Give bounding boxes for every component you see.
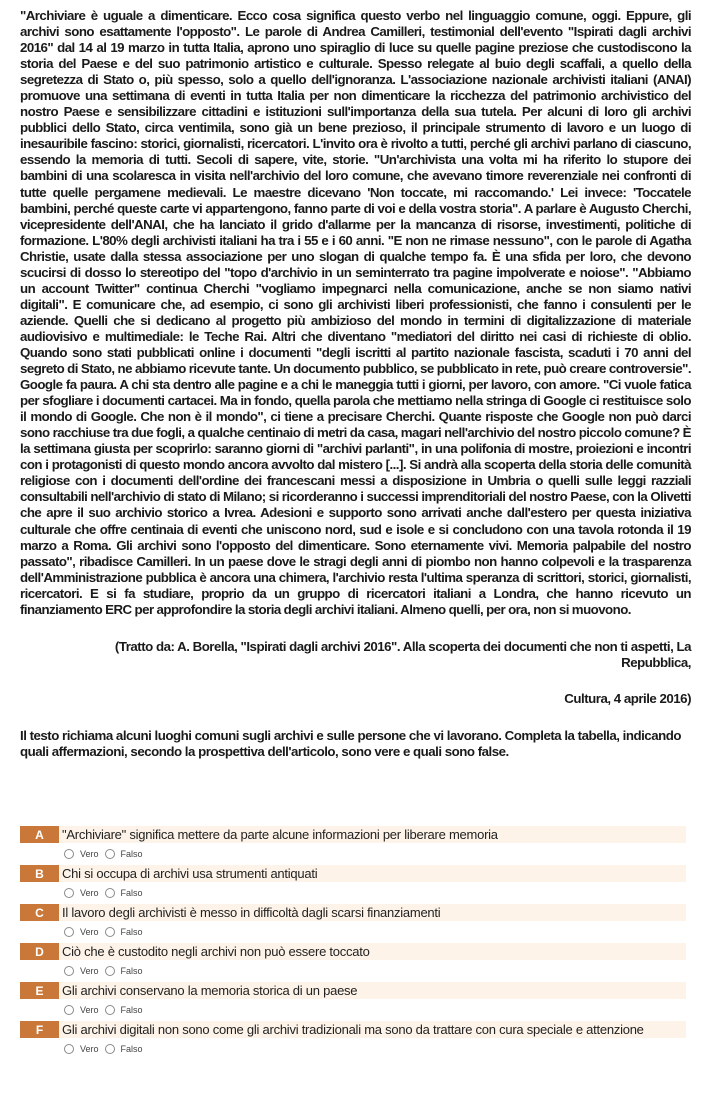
option-vero-label: Vero xyxy=(80,849,99,859)
statement-letter: B xyxy=(20,865,59,882)
option-falso-label: Falso xyxy=(120,1005,143,1015)
radio-vero[interactable] xyxy=(64,849,74,859)
radio-falso[interactable] xyxy=(105,927,115,937)
statement-text: Il lavoro degli archivisti è messo in difficoltà dagli scarsi finanziamenti xyxy=(62,905,441,920)
option-vero[interactable] xyxy=(64,1044,99,1054)
option-vero-label: Vero xyxy=(80,966,99,976)
radio-vero[interactable] xyxy=(64,966,74,976)
option-falso-label: Falso xyxy=(120,888,143,898)
statement-row xyxy=(20,904,686,921)
question-e xyxy=(20,982,686,1021)
radio-vero[interactable] xyxy=(64,1044,74,1054)
statement-text: Chi si occupa di archivi usa strumenti antiquati xyxy=(62,866,318,881)
radio-falso[interactable] xyxy=(105,1044,115,1054)
statement-text: Gli archivi digitali non sono come gli archivi tradizionali ma sono da trattare con cura speciale e attenzione xyxy=(62,1022,644,1037)
answer-options xyxy=(20,843,686,865)
radio-vero[interactable] xyxy=(64,927,74,937)
question-a xyxy=(20,826,686,865)
question-d xyxy=(20,943,686,982)
answer-options xyxy=(20,1038,686,1060)
radio-falso[interactable] xyxy=(105,849,115,859)
option-falso-label: Falso xyxy=(120,849,143,859)
article-source xyxy=(20,639,691,707)
source-publication: Repubblica, xyxy=(621,654,691,670)
question-c xyxy=(20,904,686,943)
true-false-table xyxy=(20,826,686,1060)
radio-vero[interactable] xyxy=(64,888,74,898)
statement-row xyxy=(20,826,686,843)
option-vero[interactable] xyxy=(64,888,99,898)
answer-options xyxy=(20,921,686,943)
statement-letter: D xyxy=(20,943,59,960)
statement-letter: A xyxy=(20,826,59,843)
statement-row xyxy=(20,865,686,882)
option-falso-label: Falso xyxy=(120,1044,143,1054)
question-f xyxy=(20,1021,686,1060)
option-falso[interactable] xyxy=(105,849,143,859)
option-vero-label: Vero xyxy=(80,1005,99,1015)
answer-options xyxy=(20,882,686,904)
statement-text: "Archiviare" significa mettere da parte alcune informazioni per liberare memoria xyxy=(62,827,498,842)
statement-row xyxy=(20,943,686,960)
option-vero-label: Vero xyxy=(80,927,99,937)
article-passage: "Archiviare è uguale a dimenticare. Ecco cosa significa questo verbo nel linguaggio comune, oggi. Eppure, gli archivi sono esattamente l'opposto". Le parole di Andrea Camilleri, testimonial dell'evento "Ispirati dagli archivi 2016" dal 14 al 19 marzo in tutta Italia, aprono uno spiraglio di luce su quelle pagine preziose che custodiscono la storia del Paese e del suo patrimonio artistico e culturale. Spesso relegate al buio degli scaffali, a quello della segretezza di Stato o, più spesso, solo a quello dell'ignoranza. L'associazione nazionale archivisti italiani (ANAI) promuove una settimana di eventi in tutta Italia per non dimenticare la ricchezza del patrimonio archivistico del nostro Paese e sensibilizzare cittadini e istituzioni sull'importanza della sua tutela. Per alcuni di loro gli archivi pubblici dello Stato, circa ventimila, sono già un bene prezioso, il principale strumento di lavoro e un luogo di inesauribile fascino: storici, giornalisti, ricercatori. L'invito ora è rivolto a tutti, perché gli archivi parlano di ciascuno, essendo la memoria di tutti. Secoli di sapere, vite, storie. "Un'archivista una volta mi ha riferito lo stupore dei bambini di una scolaresca in visita nell'archivio del loro comune, che avevano timore reverenziale nei confronti di tutte quelle pergamene medievali. Le maestre dicevano 'Non toccate, mi raccomando.' Lei invece: 'Toccatele bambini, perché queste carte vi appartengono, fanno parte di voi e della vostra storia". A parlare è Augusto Cherchi, vicepresidente dell'ANAI, che ha lanciato il grido d'allarme per la mancanza di risorse, investimenti, politiche di formazione. L'80% degli archivisti italiani ha tra i 55 e i 60 anni. "E non ne rimase nessuno", con le parole di Agatha Christie, usate dalla stessa associazione per uno slogan di qualche tempo fa. È una sfida per loro, che devono scucirsi di dosso lo stereotipo del "topo d'archivio in un seminterrato tra pagine impolverate e noiose". "Abbiamo un account Twitter" continua Cherchi "vogliamo impegnarci nella comunicazione, anche se non siamo nativi digitali". E comunicare che, ad esempio, ci sono gli archivisti liberi professionisti, che fanno i consulenti per le aziende. Quelli che si dedicano al progetto più ambizioso del mondo in termini di digitalizzazione di materiale audiovisivo e multimediale: le Teche Rai. Altri che diventano "mediatori del diritto nei casi di richieste di oblio. Quando sono stati pubblicati online i documenti "degli iscritti al partito nazionale fascista, scaduti i 70 anni del segreto di Stato, ne abbiamo ricevute tante. Un documento pubblico, se pubblicato in rete, può creare controversie". Google fa paura. A chi sta dentro alle pagine e a chi le maneggia tutti i giorni, per lavoro, con amore. "Ci vuole fatica per sfogliare i documenti cartacei. Ma in fondo, quella parola che mettiamo nella stringa di Google ci restituisce solo il mondo di Google. Che non è il mondo", ci tiene a precisare Cherchi. Quante risposte che Google non può darci sono racchiuse tra due fogli, a qualche centinaio di metri da casa, magari nell'archivio del nostro piccolo comune? È la settimana giusta per scoprirlo: saranno giorni di "archivi parlanti", in una polifonia di mostre, proiezioni e incontri con i protagonisti di questo mondo ancora avvolto dal mistero [...]. Si andrà alla scoperta della storia delle comunità religiose con i documenti dell'ordine dei francescani messi a disposizione in Umbria o quelli sulle leggi razziali consultabili nell'archivio di stato di Milano; si ricorderanno i successi imprenditoriali del nostro Paese, con la Olivetti che apre il suo archivio storico a Ivrea. Adesioni e supporto sono arrivati anche dall'estero per questa iniziativa culturale che offre centinaia di eventi che uniscono nord, sud e isole e si concludono con una tavola rotonda il 19 marzo a Roma. Gli archivi sono l'opposto del dimenticare. Sono eternamente vivi. Memoria palpabile del nostro passato", ribadisce Camilleri. In un paese dove le stragi degli anni di piombo non hanno colpevoli e la trasparenza dell'Amministrazione pubblica è ancora una chimera, l'archivio resta l'ultima speranza di scrittori, storici, giornalisti, ricercatori. E si fa studiare, proprio da un gruppo di ricercatori italiani a Londra, che hanno ricevuto un finanziamento ERC per approfondire la storia degli archivi italiani. Almeno quelli, per ora, non si muovono. xyxy=(20,8,691,617)
option-vero-label: Vero xyxy=(80,888,99,898)
statement-row xyxy=(20,982,686,999)
radio-falso[interactable] xyxy=(105,1005,115,1015)
option-falso[interactable] xyxy=(105,888,143,898)
statement-text: Ciò che è custodito negli archivi non può essere toccato xyxy=(62,944,370,959)
option-vero-label: Vero xyxy=(80,1044,99,1054)
option-falso[interactable] xyxy=(105,927,143,937)
option-vero[interactable] xyxy=(64,1005,99,1015)
statement-letter: F xyxy=(20,1021,59,1038)
question-b xyxy=(20,865,686,904)
option-vero[interactable] xyxy=(64,927,99,937)
option-falso-label: Falso xyxy=(120,927,143,937)
radio-vero[interactable] xyxy=(64,1005,74,1015)
source-date: Cultura, 4 aprile 2016) xyxy=(564,690,691,706)
option-vero[interactable] xyxy=(64,849,99,859)
radio-falso[interactable] xyxy=(105,966,115,976)
exercise-instructions: Il testo richiama alcuni luoghi comuni sugli archivi e sulle persone che vi lavorano. Completa la tabella, indicando quali affermazioni, secondo la prospettiva dell'articolo, sono vere e quali sono false. xyxy=(20,727,681,759)
statement-letter: C xyxy=(20,904,59,921)
answer-options xyxy=(20,999,686,1021)
statement-row xyxy=(20,1021,686,1038)
statement-letter: E xyxy=(20,982,59,999)
option-falso[interactable] xyxy=(105,1005,143,1015)
statement-text: Gli archivi conservano la memoria storica di un paese xyxy=(62,983,358,998)
source-citation: (Tratto da: A. Borella, "Ispirati dagli archivi 2016". Alla scoperta dei documenti che non ti aspetti, La xyxy=(114,638,691,654)
option-falso[interactable] xyxy=(105,1044,143,1054)
option-falso[interactable] xyxy=(105,966,143,976)
option-falso-label: Falso xyxy=(120,966,143,976)
radio-falso[interactable] xyxy=(105,888,115,898)
option-vero[interactable] xyxy=(64,966,99,976)
answer-options xyxy=(20,960,686,982)
